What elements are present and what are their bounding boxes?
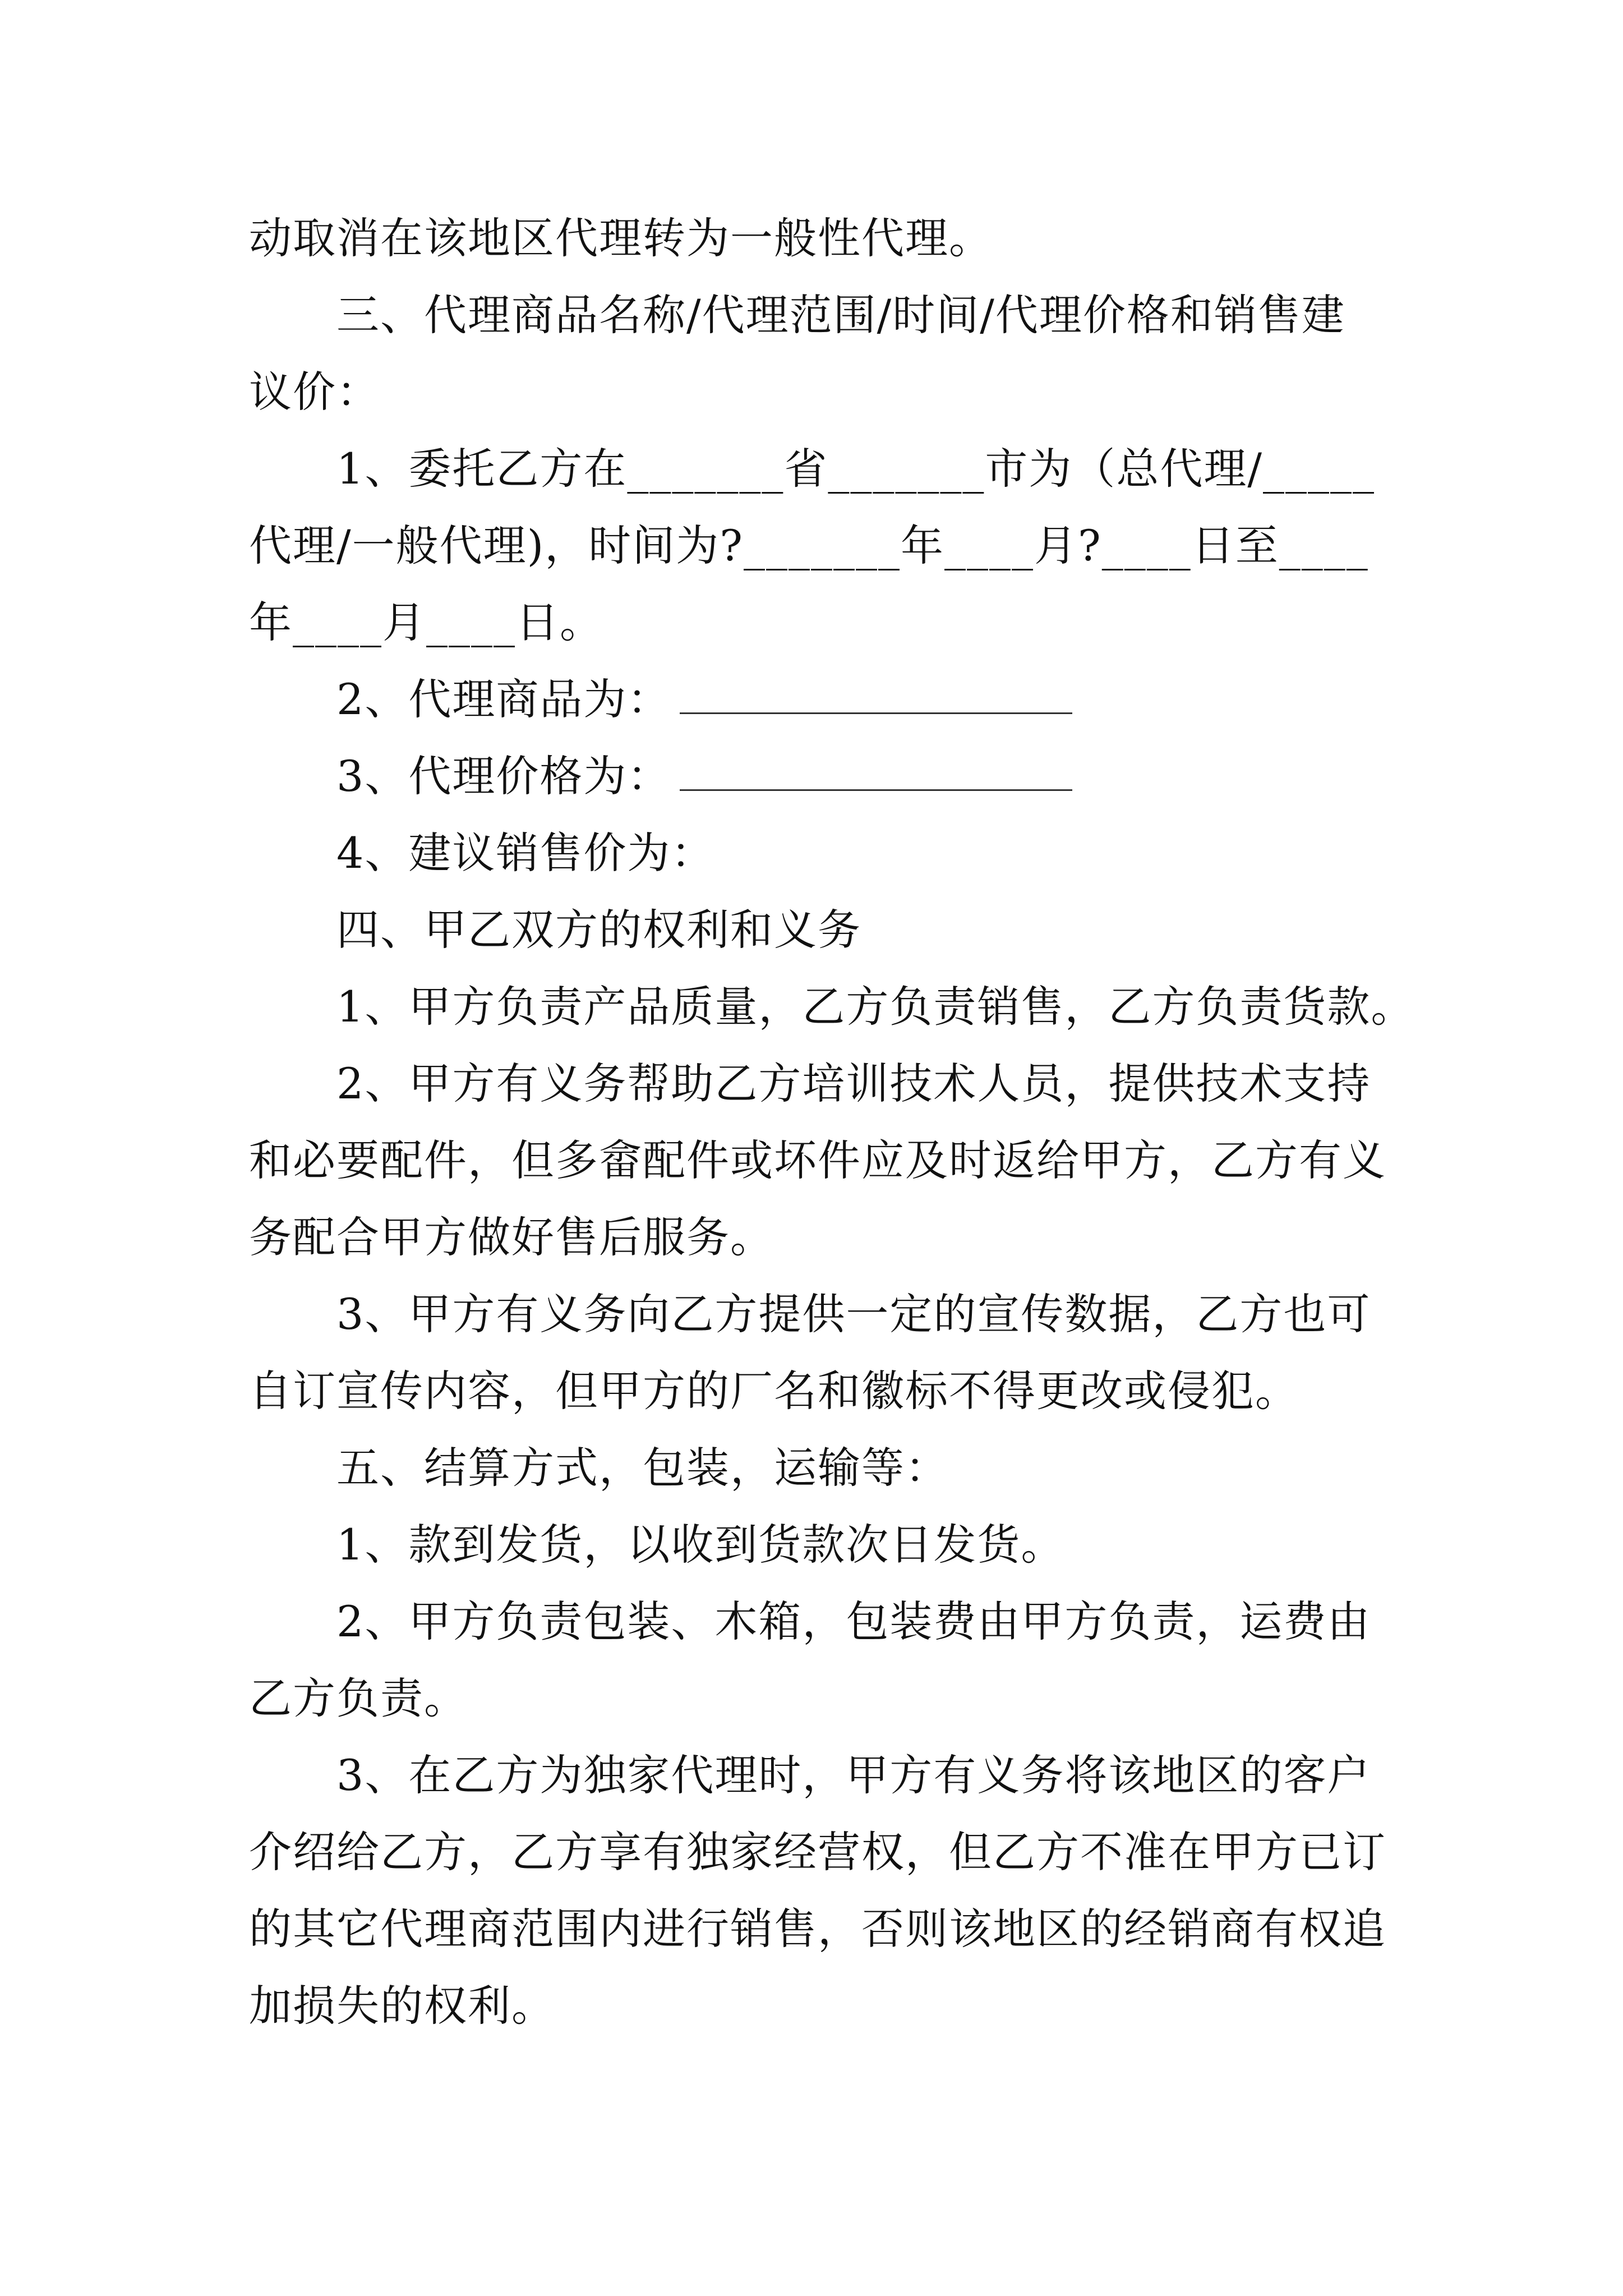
paragraph-line: 3、在乙方为独家代理时，甲方有义务将该地区的客户	[336, 1750, 1371, 1800]
section-heading: 五、结算方式，包装，运输等：	[336, 1443, 949, 1493]
commodity-blank-line	[680, 675, 1072, 714]
item-price-label: 3、代理价格为：	[336, 751, 671, 801]
section-heading: 四、甲乙双方的权利和义务	[336, 905, 861, 955]
section-heading: 三、代理商品名称/代理范围/时间/代理价格和销售建	[336, 290, 1345, 340]
paragraph-line: 乙方负责。	[249, 1673, 468, 1723]
paragraph-line: 的其它代理商范围内进行销售，否则该地区的经销商有权追	[249, 1904, 1386, 1954]
paragraph-line: 2、甲方有义务帮助乙方培训技术人员，提供技术支持	[336, 1059, 1371, 1108]
item-commodity-label: 2、代理商品为：	[336, 674, 671, 724]
paragraph-line: 动取消在该地区代理转为一般性代理。	[249, 213, 993, 263]
paragraph-line: 1、甲方负责产品质量，乙方负责销售，乙方负责货款。	[336, 982, 1415, 1032]
paragraph-line: 3、甲方有义务向乙方提供一定的宣传数据，乙方也可	[336, 1289, 1371, 1339]
paragraph-line: 加损失的权利。	[249, 1981, 555, 2031]
item-commodity	[336, 671, 1072, 728]
paragraph-line: 2、甲方负责包装、木箱，包装费由甲方负责，运费由	[336, 1596, 1371, 1646]
paragraph-line: 4、建议销售价为：	[336, 828, 715, 878]
paragraph-line: 议价：	[249, 367, 380, 417]
paragraph-line: 介绍给乙方，乙方享有独家经营权，但乙方不准在甲方已订	[249, 1827, 1386, 1877]
paragraph-line: 自订宣传内容，但甲方的厂名和徽标不得更改或侵犯。	[249, 1366, 1299, 1416]
paragraph-line: 代理/一般代理)，时间为?_______年____月?____日至____	[249, 521, 1369, 570]
item-price	[336, 748, 1072, 804]
paragraph-line: 1、委托乙方在_______省_______市为（总代理/_____	[336, 444, 1375, 494]
price-blank-line	[680, 752, 1072, 791]
paragraph-line: 1、款到发货，以收到货款次日发货。	[336, 1520, 1065, 1570]
paragraph-line: 年____月____日。	[249, 597, 603, 647]
paragraph-line: 务配合甲方做好售后服务。	[249, 1212, 774, 1262]
paragraph-line: 和必要配件，但多畲配件或坏件应及时返给甲方，乙方有义	[249, 1135, 1386, 1185]
